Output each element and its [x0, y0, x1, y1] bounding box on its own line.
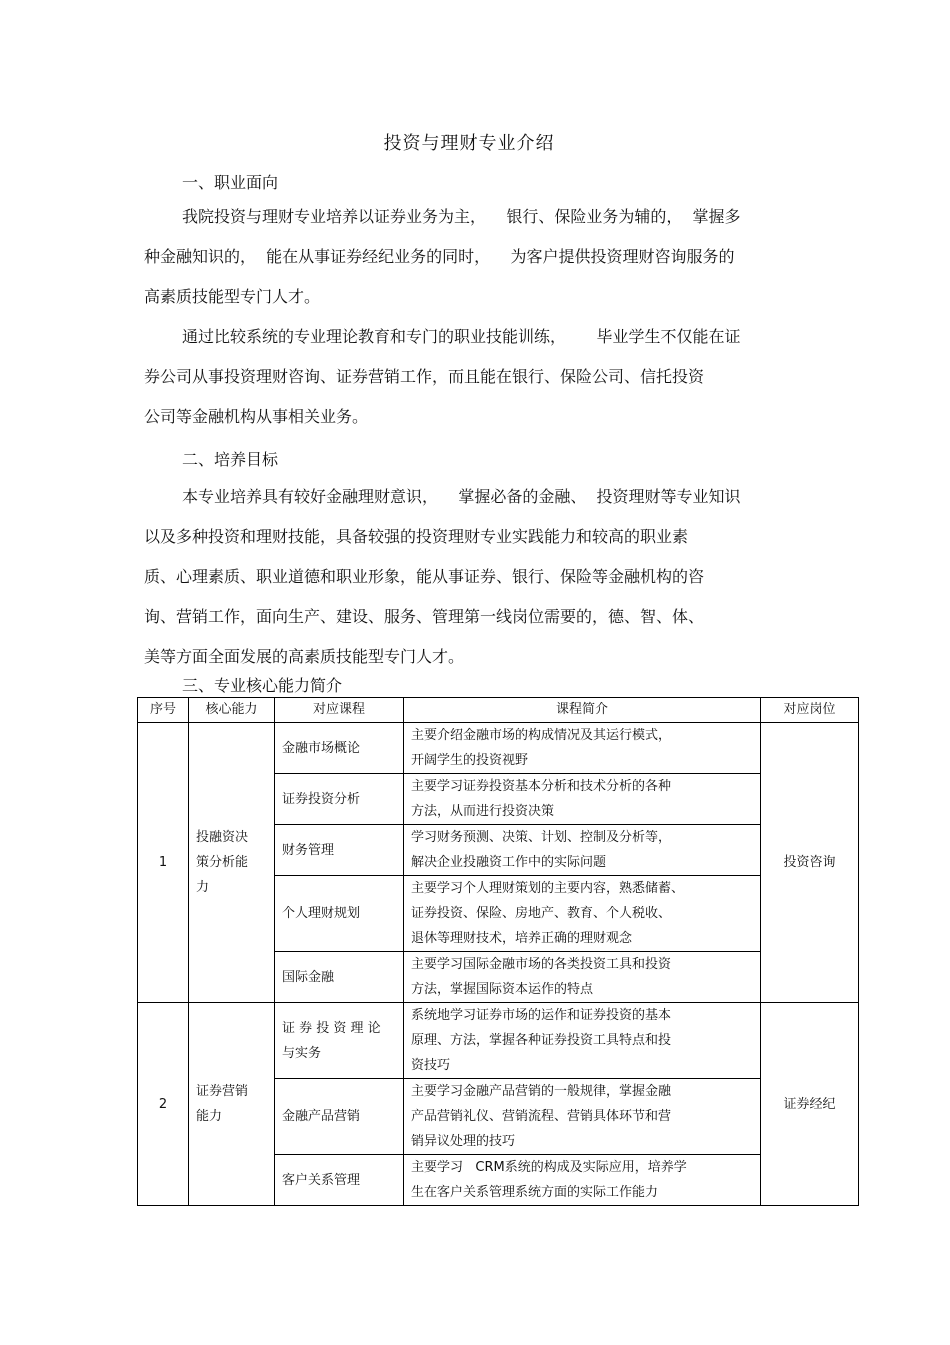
course-line: 证 券 投 资 理 论 — [282, 1020, 381, 1036]
intro-line: 证券投资、保险、房地产、教育、个人税收、 — [411, 906, 672, 921]
course-cell: 国际金融 — [275, 952, 404, 1003]
course-cell: 客户关系管理 — [275, 1155, 404, 1206]
intro-line: 资技巧 — [411, 1058, 451, 1073]
seq-cell: 2 — [138, 1003, 189, 1206]
ability-line: 能力 — [196, 1109, 223, 1124]
ability-line: 力 — [196, 880, 210, 895]
intro-line: 方法，从而进行投资决策 — [411, 804, 555, 819]
ability-line: 策分析能 — [196, 855, 249, 870]
intro-line: 解决企业投融资工作中的实际问题 — [411, 855, 607, 870]
intro-line: 方法，掌握国际资本运作的特点 — [411, 982, 594, 997]
intro-line: 主要学习金融产品营销的一般规律，掌握金融 — [411, 1084, 672, 1099]
header-course: 对应课程 — [275, 698, 404, 723]
course-cell: 金融市场概论 — [275, 723, 404, 774]
intro-cell — [404, 1003, 761, 1079]
text-line: 我院投资与理财专业培养以证券业务为主， 银行、保险业务为辅的， 掌握多 — [182, 207, 741, 226]
text-line: 质、心理素质、职业道德和职业形象，能从事证券、银行、保险等金融机构的咨 — [144, 567, 705, 586]
section-heading-career: 一、职业面向 — [182, 173, 279, 192]
text-line: 种金融知识的， 能在从事证券经纪业务的同时， 为客户提供投资理财咨询服务的 — [144, 247, 735, 266]
course-cell: 证券投资分析 — [275, 774, 404, 825]
course-cell: 金融产品营销 — [275, 1079, 404, 1155]
intro-line: 产品营销礼仪、营销流程、营销具体环节和营 — [411, 1109, 672, 1124]
section-heading-core: 三、专业核心能力简介 — [182, 676, 343, 695]
paragraph-goal — [144, 487, 824, 687]
core-ability-table — [137, 697, 859, 1206]
post-cell: 证券经纪 — [761, 1003, 859, 1206]
header-seq: 序号 — [138, 698, 189, 723]
document-title: 投资与理财专业介绍 — [383, 133, 555, 154]
header-intro: 课程简介 — [404, 698, 761, 723]
intro-line: 主要学习 CRM系统的构成及实际应用，培养学 — [411, 1160, 687, 1175]
intro-cell — [404, 1079, 761, 1155]
table-row — [138, 723, 859, 774]
intro-cell — [404, 1155, 761, 1206]
ability-line: 证券营销 — [196, 1084, 249, 1099]
ability-line: 投融资决 — [196, 830, 249, 845]
intro-line: 主要介绍金融市场的构成情况及其运行模式， — [411, 728, 672, 743]
course-cell: 个人理财规划 — [275, 876, 404, 952]
text-line: 询、营销工作，面向生产、建设、服务、管理第一线岗位需要的，德、智、体、 — [144, 607, 705, 626]
intro-cell — [404, 876, 761, 952]
seq-cell: 1 — [138, 723, 189, 1003]
text-line: 券公司从事投资理财咨询、证券营销工作，而且能在银行、保险公司、信托投资 — [144, 367, 705, 386]
course-line: 与实务 — [282, 1045, 322, 1061]
text-line: 公司等金融机构从事相关业务。 — [144, 407, 369, 426]
text-line: 高素质技能型专门人才。 — [144, 287, 321, 306]
ability-cell — [189, 1003, 275, 1206]
intro-line: 生在客户关系管理系统方面的实际工作能力 — [411, 1185, 659, 1200]
intro-cell — [404, 723, 761, 774]
text-line: 本专业培养具有较好金融理财意识， 掌握必备的金融、 投资理财等专业知识 — [182, 487, 741, 506]
table-header-row — [138, 698, 859, 723]
table-row — [138, 1003, 859, 1079]
intro-cell — [404, 825, 761, 876]
intro-cell — [404, 952, 761, 1003]
intro-line: 主要学习证券投资基本分析和技术分析的各种 — [411, 779, 672, 794]
paragraph-career-1 — [144, 207, 824, 327]
text-line: 以及多种投资和理财技能，具备较强的投资理财专业实践能力和较高的职业素 — [144, 527, 689, 546]
course-cell: 财务管理 — [275, 825, 404, 876]
post-cell: 投资咨询 — [761, 723, 859, 1003]
section-heading-goal: 二、培养目标 — [182, 450, 279, 469]
intro-line: 原理、方法，掌握各种证券投资工具特点和投 — [411, 1033, 672, 1048]
text-line: 美等方面全面发展的高素质技能型专门人才。 — [144, 647, 465, 666]
paragraph-career-2 — [144, 327, 824, 447]
intro-line: 开阔学生的投资视野 — [411, 753, 529, 768]
course-cell — [275, 1003, 404, 1079]
header-post: 对应岗位 — [761, 698, 859, 723]
intro-line: 主要学习国际金融市场的各类投资工具和投资 — [411, 957, 672, 972]
ability-cell — [189, 723, 275, 1003]
intro-line: 退休等理财技术，培养正确的理财观念 — [411, 931, 633, 946]
intro-line: 系统地学习证券市场的运作和证券投资的基本 — [411, 1008, 672, 1023]
intro-line: 主要学习个人理财策划的主要内容，熟悉储蓄、 — [411, 881, 685, 896]
header-ability: 核心能力 — [189, 698, 275, 723]
intro-line: 销异议处理的技巧 — [411, 1134, 516, 1149]
text-line: 通过比较系统的专业理论教育和专门的职业技能训练， 毕业学生不仅能在证 — [182, 327, 741, 346]
intro-cell — [404, 774, 761, 825]
intro-line: 学习财务预测、决策、计划、控制及分析等， — [411, 830, 672, 845]
